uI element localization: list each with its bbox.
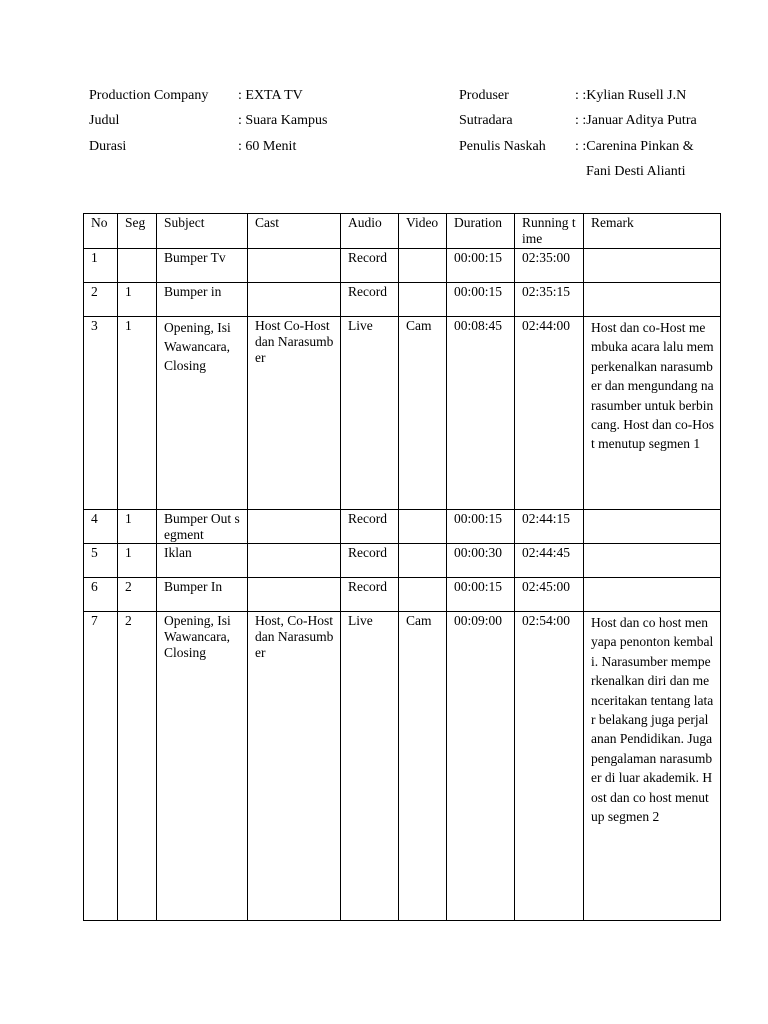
cell-seg: 2 <box>118 578 157 612</box>
cell-video <box>399 544 447 578</box>
cell-video <box>399 510 447 544</box>
cell-video <box>399 249 447 283</box>
cell-subject: Bumper Tv <box>157 249 248 283</box>
cell-seg: 1 <box>118 510 157 544</box>
cell-seg <box>118 249 157 283</box>
cell-no: 7 <box>84 612 118 921</box>
cell-remark <box>584 510 721 544</box>
penulis-label: Penulis Naskah <box>459 139 546 154</box>
cell-audio: Record <box>341 283 399 317</box>
cell-remark <box>584 249 721 283</box>
cell-remark: Host dan co-Host membuka acara lalu memperkenalkan narasumber dan mengundang narasumber untuk berbincang. Host dan co-Host menutup segmen 1 <box>584 317 721 510</box>
cell-no: 5 <box>84 544 118 578</box>
column-header-video: Video <box>399 214 447 249</box>
cell-subject: Iklan <box>157 544 248 578</box>
cell-duration: 00:00:15 <box>447 249 515 283</box>
cell-audio: Live <box>341 317 399 510</box>
table-row <box>84 249 721 283</box>
cell-no: 3 <box>84 317 118 510</box>
table-row <box>84 612 721 921</box>
cell-cast <box>248 249 341 283</box>
cell-duration: 00:09:00 <box>447 612 515 921</box>
sutradara-label: Sutradara <box>459 113 513 128</box>
cell-audio: Record <box>341 249 399 283</box>
cell-no: 6 <box>84 578 118 612</box>
table-row <box>84 578 721 612</box>
cell-cast <box>248 578 341 612</box>
table-header-row <box>84 214 721 249</box>
cell-cast: Host, Co-Host dan Narasumber <box>248 612 341 921</box>
cell-running-time: 02:44:45 <box>515 544 584 578</box>
rundown-table <box>83 213 721 921</box>
cell-audio: Live <box>341 612 399 921</box>
judul-value: : Suara Kampus <box>238 113 328 128</box>
column-header-seg: Seg <box>118 214 157 249</box>
cell-video: Cam <box>399 317 447 510</box>
cell-running-time: 02:35:15 <box>515 283 584 317</box>
column-header-running-time: Running time <box>515 214 584 249</box>
cell-duration: 00:00:15 <box>447 283 515 317</box>
cell-running-time: 02:45:00 <box>515 578 584 612</box>
cell-duration: 00:00:15 <box>447 578 515 612</box>
production-company-value: : EXTA TV <box>238 88 303 103</box>
cell-cast: Host Co-Host dan Narasumber <box>248 317 341 510</box>
cell-running-time: 02:35:00 <box>515 249 584 283</box>
table-row <box>84 510 721 544</box>
cell-seg: 2 <box>118 612 157 921</box>
cell-remark: Host dan co host menyapa penonton kembali. Narasumber memperkenalkan diri dan menceritakan tentang latar belakang juga perjalanan Pendidikan. Juga pengalaman narasumber di luar akademik. Host dan co host menutup segmen 2 <box>584 612 721 921</box>
cell-subject: Opening, Isi Wawancara, Closing <box>157 612 248 921</box>
column-header-remark: Remark <box>584 214 721 249</box>
produser-label: Produser <box>459 88 509 103</box>
cell-no: 4 <box>84 510 118 544</box>
column-header-duration: Duration <box>447 214 515 249</box>
cell-no: 2 <box>84 283 118 317</box>
cell-cast <box>248 544 341 578</box>
cell-seg: 1 <box>118 544 157 578</box>
cell-seg: 1 <box>118 283 157 317</box>
cell-running-time: 02:44:00 <box>515 317 584 510</box>
cell-running-time: 02:44:15 <box>515 510 584 544</box>
production-company-label: Production Company <box>89 88 209 103</box>
column-header-audio: Audio <box>341 214 399 249</box>
cell-remark <box>584 283 721 317</box>
cell-video: Cam <box>399 612 447 921</box>
table-row <box>84 283 721 317</box>
durasi-value: : 60 Menit <box>238 139 297 154</box>
cell-duration: 00:08:45 <box>447 317 515 510</box>
judul-label: Judul <box>89 113 120 128</box>
durasi-label: Durasi <box>89 139 127 154</box>
produser-value: : :Kylian Rusell J.N <box>575 88 687 103</box>
cell-video <box>399 578 447 612</box>
cell-cast <box>248 510 341 544</box>
cell-audio: Record <box>341 578 399 612</box>
sutradara-value: : :Januar Aditya Putra <box>575 113 697 128</box>
cell-video <box>399 283 447 317</box>
column-header-no: No <box>84 214 118 249</box>
cell-remark <box>584 578 721 612</box>
column-header-subject: Subject <box>157 214 248 249</box>
cell-remark <box>584 544 721 578</box>
penulis-value-line1: : :Carenina Pinkan & <box>575 139 694 154</box>
cell-subject: Opening, Isi Wawancara, Closing <box>157 317 248 510</box>
cell-subject: Bumper In <box>157 578 248 612</box>
table-row <box>84 544 721 578</box>
cell-audio: Record <box>341 510 399 544</box>
cell-running-time: 02:54:00 <box>515 612 584 921</box>
cell-subject: Bumper Out segment <box>157 510 248 544</box>
cell-seg: 1 <box>118 317 157 510</box>
penulis-value-line2: Fani Desti Alianti <box>586 164 686 179</box>
table-row <box>84 317 721 510</box>
cell-audio: Record <box>341 544 399 578</box>
cell-subject: Bumper in <box>157 283 248 317</box>
cell-no: 1 <box>84 249 118 283</box>
cell-duration: 00:00:15 <box>447 510 515 544</box>
cell-cast <box>248 283 341 317</box>
column-header-cast: Cast <box>248 214 341 249</box>
cell-duration: 00:00:30 <box>447 544 515 578</box>
